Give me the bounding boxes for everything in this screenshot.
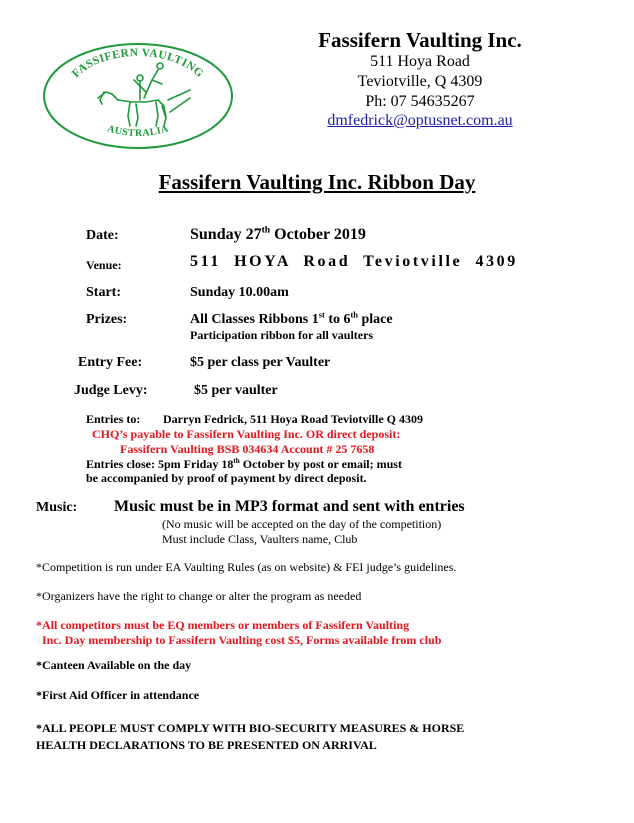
org-name: Fassifern Vaulting Inc. <box>318 28 522 52</box>
org-email-link[interactable]: dmfedrick@optusnet.com.au <box>327 112 513 129</box>
org-phone: Ph: 07 54635267 <box>365 93 475 110</box>
page-title: Fassifern Vaulting Inc. Ribbon Day <box>158 170 476 194</box>
logo-text-bottom: AUSTRALIA <box>105 123 171 140</box>
judge-levy-value: $5 per vaulter <box>194 383 278 398</box>
vaulting-horse-logo-icon <box>40 40 236 152</box>
first-aid-note: *First Aid Officer in attendance <box>36 688 200 702</box>
org-street: 511 Hoya Road <box>370 53 470 70</box>
cheque-payable-line: CHQ’s payable to Fassifern Vaulting Inc. OR direct deposit: <box>92 427 401 441</box>
music-note-1: (No music will be accepted on the day of the competition) <box>162 517 442 531</box>
venue-label: Venue: <box>86 258 122 272</box>
entry-fee-value: $5 per class per Vaulter <box>190 355 331 370</box>
biosecurity-line-1: *ALL PEOPLE MUST COMPLY WITH BIO-SECURITY MEASURES & HORSE <box>36 721 465 735</box>
music-note-2: Must include Class, Vaulters name, Club <box>162 532 358 546</box>
entry-fee-label: Entry Fee: <box>78 355 143 370</box>
prizes-subtext: Participation ribbon for all vaulters <box>190 328 374 342</box>
canteen-note: *Canteen Available on the day <box>36 658 192 672</box>
prizes-value: All Classes Ribbons 1st to 6th place <box>190 310 393 327</box>
eq-membership-line-2: Inc. Day membership to Fassifern Vaulting cost $5, Forms available from club <box>42 633 442 647</box>
entries-to-value: Darryn Fedrick, 511 Hoya Road Teviotville Q 4309 <box>163 412 423 426</box>
judge-levy-label: Judge Levy: <box>74 383 148 398</box>
logo-text-top: FASSIFERN VAULTING <box>70 46 206 81</box>
eq-membership-line-1: *All competitors must be EQ members or members of Fassifern Vaulting <box>36 618 410 632</box>
music-label: Music: <box>36 500 78 515</box>
rules-note: *Competition is run under EA Vaulting Rules (as on website) & FEI judge’s guidelines. <box>36 560 457 574</box>
bank-details-line: Fassifern Vaulting BSB 034634 Account # 25 7658 <box>120 442 375 456</box>
start-label: Start: <box>86 285 121 300</box>
biosecurity-line-2: HEALTH DECLARATIONS TO BE PRESENTED ON ARRIVAL <box>36 738 377 752</box>
date-label: Date: <box>86 228 119 243</box>
svg-text:AUSTRALIA <box>106 123 170 139</box>
prizes-label: Prizes: <box>86 312 128 327</box>
entries-close-line: Entries close: 5pm Friday 18th October by post or email; must <box>86 457 402 471</box>
venue-value: 511 HOYA Road Teviotville 4309 <box>190 253 518 270</box>
date-value: Sunday 27th October 2019 <box>190 224 366 243</box>
entries-to-label: Entries to: <box>86 412 141 426</box>
entries-close-line-2: be accompanied by proof of payment by direct deposit. <box>86 471 367 485</box>
music-headline: Music must be in MP3 format and sent with entries <box>114 498 465 515</box>
club-logo <box>40 40 236 152</box>
start-value: Sunday 10.00am <box>190 285 289 300</box>
org-city: Teviotville, Q 4309 <box>357 73 483 90</box>
organizers-note: *Organizers have the right to change or alter the program as needed <box>36 589 362 603</box>
